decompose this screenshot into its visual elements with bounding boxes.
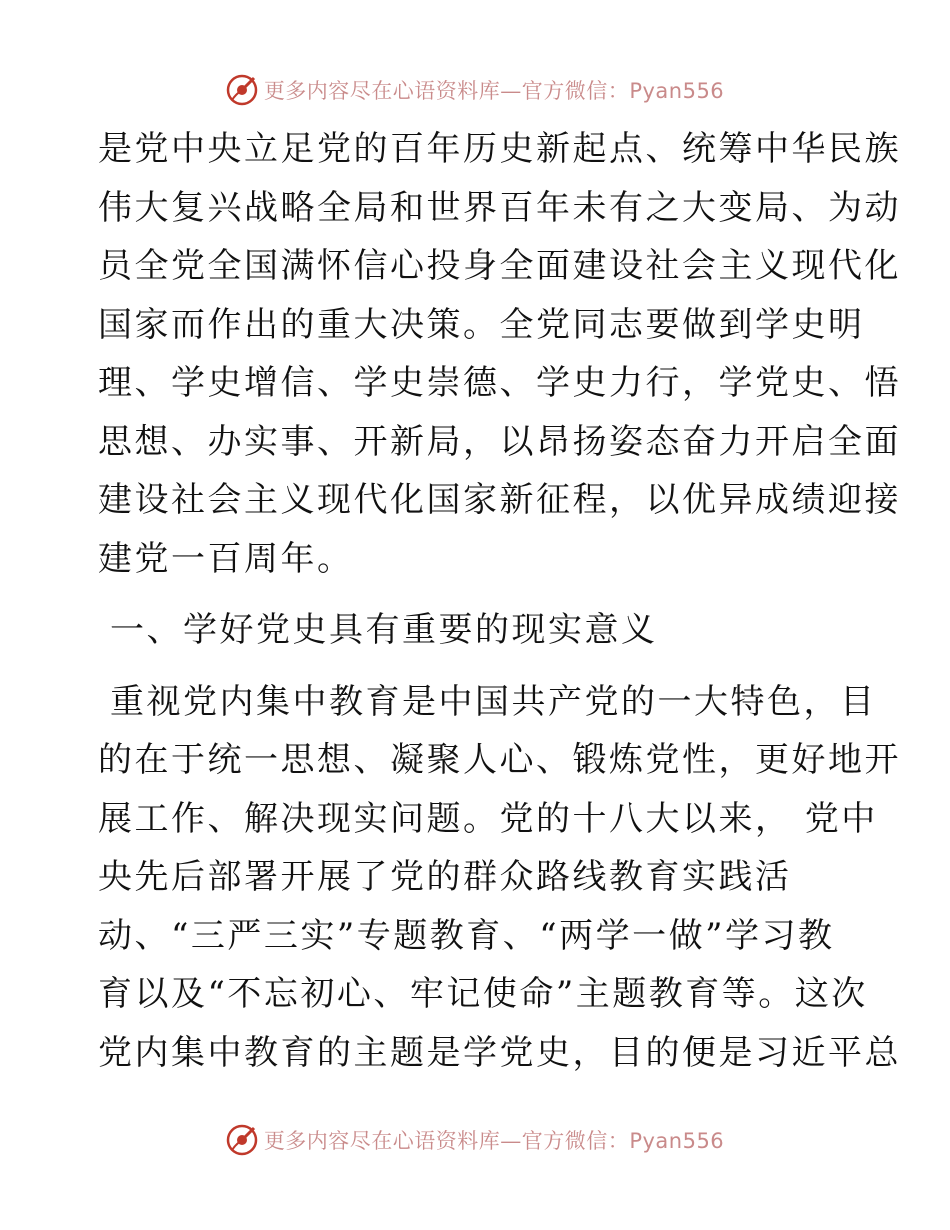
text-line: 央先后部署开展了党的群众路线教育实践活 — [98, 857, 792, 897]
watermark-text: 更多内容尽在心语资料库—官方微信：Pyan556 — [263, 79, 725, 103]
pen-logo-icon — [226, 74, 258, 106]
text-line: 建党一百周年。 — [98, 538, 354, 579]
text-line: 伟大复兴战略全局和世界百年未有之大变局、为动 — [98, 187, 901, 228]
text-line: 国家而作出的重大决策。全党同志要做到学史明 — [98, 304, 865, 345]
text-line: 动、“三严三实”专题教育、“两学一做”学习教 — [98, 915, 835, 956]
section-heading: 一、学好党史具有重要的现实意义 — [110, 610, 658, 650]
watermark-text: 更多内容尽在心语资料库—官方微信：Pyan556 — [263, 1129, 725, 1153]
text-line: 建设社会主义现代化国家新征程，以优异成绩迎接 — [98, 480, 901, 520]
text-line: 理、学史增信、学史崇德、学史力行，学党史、悟 — [98, 363, 901, 403]
text-line: 育以及“不忘初心、牢记使命”主题教育等。这次 — [98, 974, 868, 1014]
pen-logo-icon — [226, 1124, 258, 1156]
header-watermark — [0, 70, 950, 110]
document-body — [98, 120, 901, 1082]
text-line: 的在于统一思想、凝聚人心、锻炼党性，更好地开 — [98, 740, 901, 780]
text-line: 员全党全国满怀信心投身全面建设社会主义现代化 — [98, 246, 901, 286]
text-line: 思想、办实事、开新局，以昂扬姿态奋力开启全面 — [98, 421, 901, 462]
paragraph-2 — [98, 673, 901, 1083]
paragraph-1 — [98, 120, 901, 588]
footer-watermark — [0, 1120, 950, 1160]
text-line: 是党中央立足党的百年历史新起点、统筹中华民族 — [98, 129, 901, 169]
text-line: 党内集中教育的主题是学党史，目的便是习近平总 — [98, 1032, 901, 1073]
text-line: 重视党内集中教育是中国共产党的一大特色，目 — [110, 681, 877, 722]
text-line: 展工作、解决现实问题。党的十八大以来， 党中 — [98, 798, 878, 839]
